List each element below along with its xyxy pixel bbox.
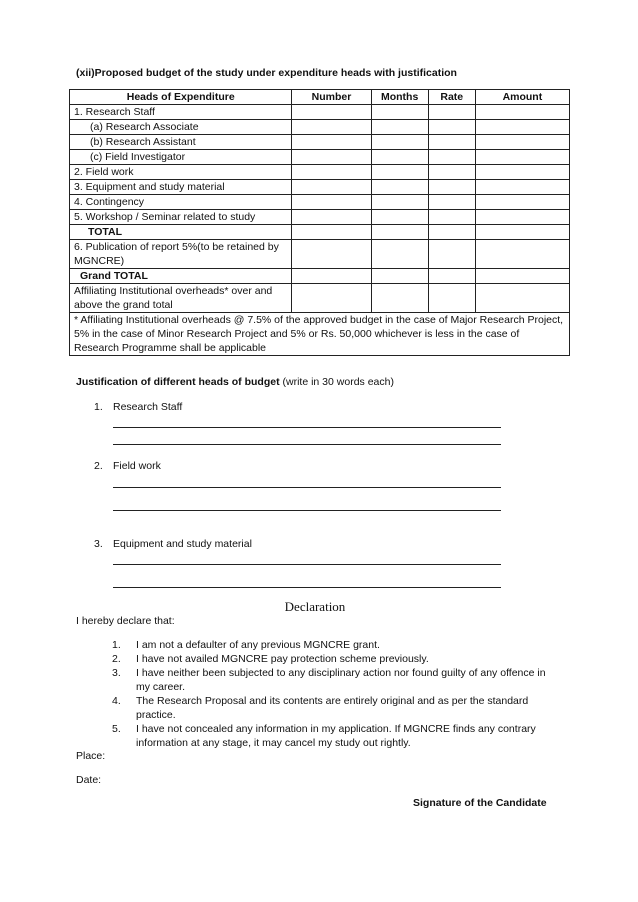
table-row [70,195,570,210]
table-header-row [70,90,570,105]
list-item [112,652,557,666]
row-label: (a) Research Associate [70,120,292,135]
months-cell[interactable] [371,284,428,313]
number-cell[interactable] [292,225,371,240]
row-label: 3. Equipment and study material [70,180,292,195]
rate-cell[interactable] [428,105,475,120]
list-item-number: 2. [112,653,121,665]
list-item [112,638,557,652]
number-cell[interactable] [292,105,371,120]
rate-cell[interactable] [428,284,475,313]
months-cell[interactable] [371,180,428,195]
row-label: 6. Publication of report 5%(to be retained by MGNCRE) [70,240,292,269]
table-footnote: * Affiliating Institutional overheads @ 7.5% of the approved budget in the case of Major Research Project, 5% in the case of Minor Research Project and 5% or Rs. 50,000 whichever is less in the case of Research Programme shall be applicable [70,313,570,356]
section-heading: (xii)Proposed budget of the study under expenditure heads with justification [76,67,457,79]
amount-cell[interactable] [475,105,569,120]
amount-cell[interactable] [475,150,569,165]
header-number: Number [292,90,371,105]
rate-cell[interactable] [428,269,475,284]
declaration-intro: I hereby declare that: [76,615,175,627]
table-row [70,105,570,120]
list-item-text: I have not concealed any information in my application. If MGNCRE finds any contrary information at any stage, it may cancel my study out rightly. [136,723,536,749]
table-row-grand-total [70,269,570,284]
months-cell[interactable] [371,165,428,180]
justification-item-number: 1. [94,401,103,413]
table-row [70,210,570,225]
justification-item-label: Equipment and study material [113,538,252,550]
table-row [70,135,570,150]
answer-line[interactable] [113,487,501,488]
answer-line[interactable] [113,510,501,511]
rate-cell[interactable] [428,225,475,240]
row-label: 1. Research Staff [70,105,292,120]
row-label: Grand TOTAL [70,269,292,284]
rate-cell[interactable] [428,150,475,165]
answer-line[interactable] [113,427,501,428]
list-item [112,666,557,694]
list-item-text: I am not a defaulter of any previous MGNCRE grant. [136,639,380,651]
months-cell[interactable] [371,105,428,120]
answer-line[interactable] [113,564,501,565]
table-row [70,120,570,135]
justification-item-number: 3. [94,538,103,550]
amount-cell[interactable] [475,135,569,150]
number-cell[interactable] [292,135,371,150]
list-item-text: I have neither been subjected to any disciplinary action nor found guilty of any offence in my career. [136,667,546,693]
number-cell[interactable] [292,269,371,284]
list-item-number: 5. [112,723,121,735]
months-cell[interactable] [371,269,428,284]
amount-cell[interactable] [475,120,569,135]
number-cell[interactable] [292,120,371,135]
amount-cell[interactable] [475,240,569,269]
number-cell[interactable] [292,210,371,225]
list-item-number: 1. [112,639,121,651]
amount-cell[interactable] [475,195,569,210]
header-months: Months [371,90,428,105]
list-item-text: I have not availed MGNCRE pay protection scheme previously. [136,653,429,665]
list-item-text: The Research Proposal and its contents are entirely original and as per the standard practice. [136,695,529,721]
amount-cell[interactable] [475,180,569,195]
justification-title-bold: Justification of different heads of budget [76,376,280,388]
justification-item-number: 2. [94,460,103,472]
row-label: 4. Contingency [70,195,292,210]
table-row-total [70,225,570,240]
answer-line[interactable] [113,444,501,445]
header-amount: Amount [475,90,569,105]
amount-cell[interactable] [475,225,569,240]
months-cell[interactable] [371,150,428,165]
justification-item-label: Research Staff [113,401,183,413]
list-item [112,694,557,722]
number-cell[interactable] [292,284,371,313]
months-cell[interactable] [371,225,428,240]
amount-cell[interactable] [475,284,569,313]
number-cell[interactable] [292,180,371,195]
table-row [70,150,570,165]
amount-cell[interactable] [475,165,569,180]
months-cell[interactable] [371,240,428,269]
rate-cell[interactable] [428,210,475,225]
justification-title-note: (write in 30 words each) [279,376,394,388]
months-cell[interactable] [371,120,428,135]
row-label: (b) Research Assistant [70,135,292,150]
number-cell[interactable] [292,165,371,180]
list-item-number: 4. [112,695,121,707]
place-label: Place: [76,750,106,762]
row-label: 5. Workshop / Seminar related to study [70,210,292,225]
table-row [70,165,570,180]
declaration-list [112,638,557,750]
number-cell[interactable] [292,195,371,210]
justification-title [76,376,394,388]
rate-cell[interactable] [428,135,475,150]
justification-item-label: Field work [113,460,161,472]
months-cell[interactable] [371,210,428,225]
rate-cell[interactable] [428,180,475,195]
declaration-title: Declaration [284,599,346,614]
row-label: (c) Field Investigator [70,150,292,165]
row-label: Affiliating Institutional overheads* over and above the grand total [70,284,292,313]
rate-cell[interactable] [428,165,475,180]
row-label: 2. Field work [70,165,292,180]
answer-line[interactable] [113,587,501,588]
header-heads: Heads of Expenditure [70,90,292,105]
table-row [70,180,570,195]
budget-table [69,89,570,356]
rate-cell[interactable] [428,240,475,269]
number-cell[interactable] [292,240,371,269]
months-cell[interactable] [371,195,428,210]
list-item-number: 3. [112,667,121,679]
table-row [70,240,570,269]
date-label: Date: [76,774,102,786]
signature-label: Signature of the Candidate [413,797,547,809]
months-cell[interactable] [371,135,428,150]
rate-cell[interactable] [428,120,475,135]
amount-cell[interactable] [475,269,569,284]
list-item [112,722,557,750]
number-cell[interactable] [292,150,371,165]
amount-cell[interactable] [475,210,569,225]
row-label: TOTAL [70,225,292,240]
table-footnote-row [70,313,570,356]
header-rate: Rate [428,90,475,105]
table-row [70,284,570,313]
rate-cell[interactable] [428,195,475,210]
